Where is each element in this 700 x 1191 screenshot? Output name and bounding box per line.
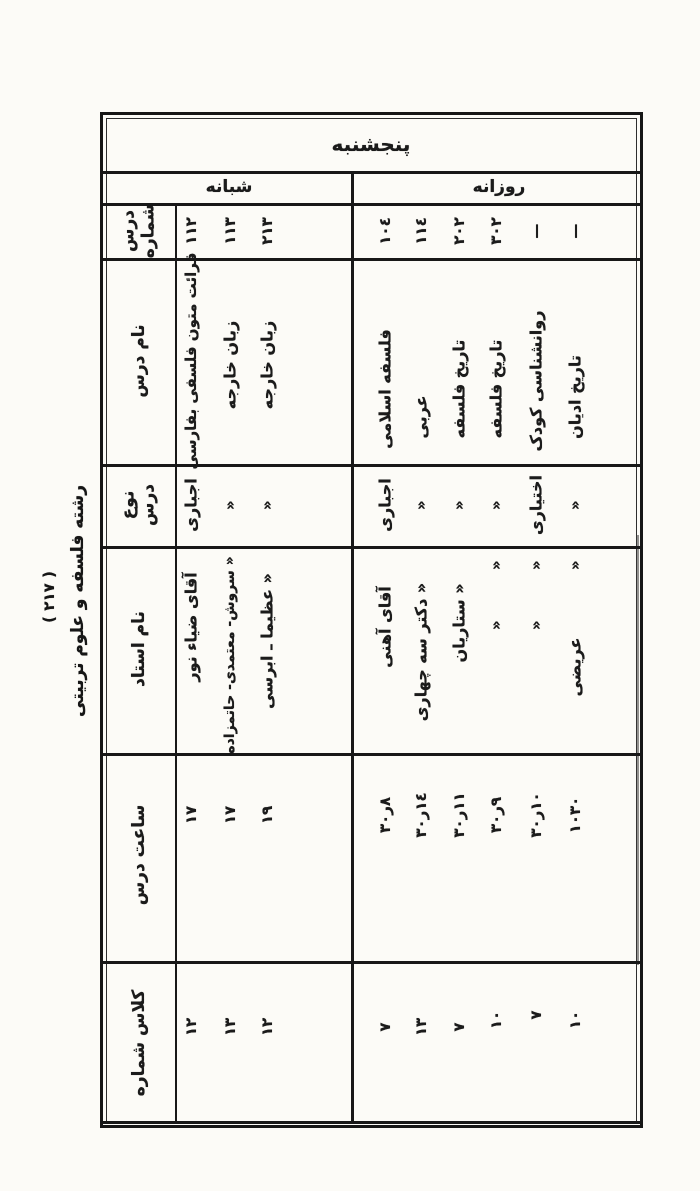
course-number-cell: ١٠٤: [376, 217, 394, 245]
course-number-cell: ١١٤: [412, 217, 430, 245]
course-number-cell: ٣٠٢: [487, 217, 505, 245]
teacher-cell: «: [527, 620, 545, 630]
class-hour-cell: ١٠٣٠: [566, 796, 584, 834]
rule: [103, 171, 640, 174]
group-divider: [351, 171, 354, 1121]
group-header-night: شبانه: [205, 177, 253, 197]
course-name-cell: روانشناسی کودک: [526, 310, 546, 452]
teacher-cell: «: [487, 620, 505, 630]
teacher-cell: آقای آهنی: [375, 586, 395, 668]
course-name-cell: فلسفه اسلامی: [375, 329, 395, 449]
rule: [103, 961, 640, 964]
class-hour-cell: ١١ر٣٠: [450, 792, 468, 838]
day-title: پنجشنبه: [331, 132, 411, 156]
column-label-line: درس: [118, 210, 139, 252]
class-hour-cell: ٨ر٣٠: [376, 796, 394, 834]
teacher-cell: « ستاریان: [449, 583, 469, 663]
field-of-study-label: رشته فلسفه و علوم تربیتی: [68, 485, 88, 717]
teacher-cell: آقای ضیاء نور: [181, 572, 201, 682]
course-name-cell: زبان خارجه: [257, 320, 277, 410]
teacher-cell: «: [527, 560, 545, 570]
column-label-course-type: [119, 484, 158, 526]
column-label-teacher-name: نام استاد: [129, 611, 149, 687]
class-hour-cell: ١٧: [182, 805, 200, 825]
course-number-cell: ١١٣: [221, 217, 239, 245]
class-hour-cell: ٩ر٣٠: [487, 796, 505, 834]
room-number-cell: ٧: [527, 1010, 545, 1020]
room-number-cell: ١٣: [412, 1017, 430, 1037]
schedule-table: [100, 112, 643, 1128]
class-hour-cell: ١٧: [221, 805, 239, 825]
course-type-cell: «: [487, 500, 505, 510]
column-label-room-number: کلاس شماره: [129, 989, 149, 1097]
course-name-cell: زبان خارجه: [220, 320, 240, 410]
class-hour-cell: ١٠ر٣٠: [527, 792, 545, 838]
room-number-cell: ٧: [376, 1022, 394, 1032]
course-type-cell: «: [258, 500, 276, 510]
course-name-cell: تاریخ فلسفه: [449, 339, 469, 439]
column-label-class-hour: ساعت درس: [129, 804, 149, 906]
course-number-cell: ٢٠٢: [450, 217, 468, 245]
room-number-cell: ١٠: [487, 1010, 505, 1030]
room-number-cell: ٧: [450, 1022, 468, 1032]
course-number-cell: —: [566, 223, 584, 239]
course-type-cell: «: [412, 500, 430, 510]
room-number-cell: ١٣: [221, 1017, 239, 1037]
course-number-cell: ١١٢: [182, 217, 200, 245]
teacher-cell: «: [487, 560, 505, 570]
column-label-line: نوع: [118, 490, 139, 520]
course-type-cell: اجباری: [181, 478, 201, 532]
page-number: ( ٢١٧ ): [40, 571, 58, 623]
column-label-line: درس: [138, 484, 158, 526]
column-label-course-name: نام درس: [129, 324, 149, 398]
teacher-cell: « سروش- معتمدی- حاتمزاده: [222, 556, 238, 754]
course-name-cell: تاریخ ادیان: [565, 355, 585, 439]
column-label-line: شماره: [138, 203, 158, 259]
course-number-cell: —: [527, 223, 545, 239]
rule: [103, 546, 640, 549]
course-type-cell: اجباری: [375, 478, 395, 532]
rule: [103, 1121, 640, 1124]
room-number-cell: ١٢: [258, 1017, 276, 1037]
course-type-cell: «: [450, 500, 468, 510]
course-number-cell: ٢١٣: [258, 217, 276, 245]
course-type-cell: اختیاری: [526, 475, 546, 535]
column-label-course-number: [119, 204, 158, 258]
course-name-cell: تاریخ فلسفه: [486, 339, 506, 439]
class-hour-cell: ١٤ر٣٠: [412, 792, 430, 838]
course-type-cell: «: [566, 500, 584, 510]
label-column-divider: [175, 203, 177, 1121]
rule: [103, 203, 640, 206]
teacher-cell: « عظیما ـ ابرسی: [257, 573, 277, 709]
room-number-cell: ١٢: [182, 1017, 200, 1037]
course-name-cell: عربی: [411, 395, 431, 439]
group-header-day: روزانه: [472, 177, 526, 197]
course-type-cell: «: [221, 500, 239, 510]
course-name-cell: قرائت متون فلسفی بفارسی: [182, 252, 200, 470]
room-number-cell: ١٠: [566, 1010, 584, 1030]
rule: [103, 753, 640, 756]
teacher-cell: «: [566, 560, 584, 570]
teacher-cell: « دکتر سه چهاری: [411, 582, 431, 722]
scan-smudge: [636, 535, 639, 965]
class-hour-cell: ١٩: [258, 805, 276, 825]
teacher-cell: عریضی: [565, 637, 585, 697]
